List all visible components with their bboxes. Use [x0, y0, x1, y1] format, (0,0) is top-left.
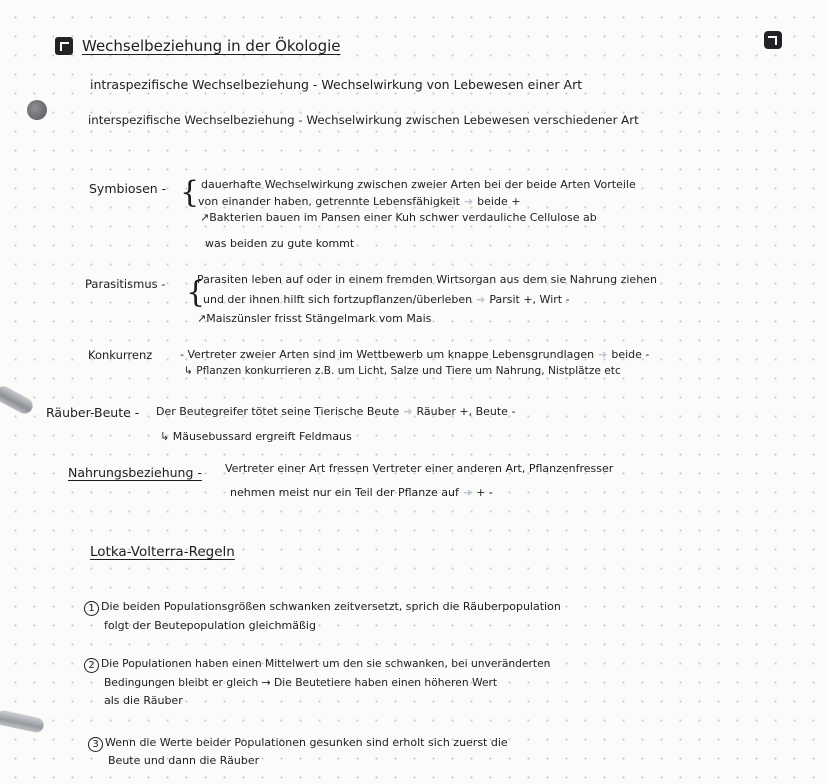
competition-line-text: - Vertreter zweier Arten sind im Wettbewerb um knappe Lebensgrundlagen [180, 348, 595, 361]
symbiosis-term: Symbiosen - [89, 181, 167, 196]
rule-2 [84, 658, 550, 673]
corner-arrow-icon [55, 37, 73, 55]
page-title: Wechselbeziehung in der Ökologie [82, 37, 341, 55]
symbiosis-example-cont: was beiden zu gute kommt [205, 237, 355, 250]
arrow-icon: ➜ [476, 293, 486, 306]
rule-1 [84, 601, 561, 616]
interspecific-definition: interspezifische Wechselbeziehung - Wechselwirkung zwischen Lebewesen verschiedener Art [88, 113, 639, 127]
symbiosis-line: dauerhafte Wechselwirkung zwischen zweier Arten bei der beide Arten Vorteile [201, 178, 636, 191]
parasitism-line-text: und der ihnen hilft sich fortzupflanzen/überleben [203, 293, 473, 306]
arrow-icon: ➜ [462, 486, 473, 499]
binder-hole-top [27, 100, 47, 120]
food-relation-line: Vertreter einer Art fressen Vertreter einer anderen Art, Pflanzenfresser [225, 462, 614, 475]
rule-3 [88, 737, 508, 752]
symbiosis-example: ↗Bakterien bauen im Pansen einer Kuh schwer verdauliche Cellulose ab [200, 211, 597, 224]
symbiosis-line-text: von einander haben, getrennte Lebensfähigkeit [198, 195, 460, 208]
binder-ring-middle [0, 384, 35, 417]
predator-prey-term: Räuber-Beute - [46, 405, 140, 420]
competition-result: beide - [611, 348, 650, 361]
food-relation-line [230, 487, 493, 499]
rule-text: Die Populationen haben einen Mittelwert um den sie schwanken, bei unveränderten [101, 657, 551, 670]
parasitism-term: Parasitismus - [85, 277, 166, 291]
competition-example: ↳ Pflanzen konkurrieren z.B. um Licht, Salze und Tiere um Nahrung, Nistplätze etc [184, 365, 621, 377]
parasitism-line [203, 294, 570, 306]
rule-number: 3 [88, 737, 103, 752]
arrow-icon: ➜ [403, 405, 413, 418]
parasitism-result: Parsit +, Wirt - [489, 293, 570, 306]
arrow-icon: ➜ [598, 348, 608, 361]
predator-prey-line-text: Der Beutegreifer tötet seine Tierische Beute [156, 405, 400, 418]
predator-prey-line [156, 406, 515, 418]
parasitism-line: Parasiten leben auf oder in einem fremden Wirtsorgan aus dem sie Nahrung ziehen [197, 273, 657, 286]
food-relation-line-text: nehmen meist nur ein Teil der Pflanze auf [230, 486, 459, 499]
symbiosis-result: beide + [477, 195, 521, 208]
lotka-volterra-heading: Lotka-Volterra-Regeln [90, 544, 235, 560]
rule-3-cont: Beute und dann die Räuber [108, 754, 260, 767]
predator-prey-example: ↳ Mäusebussard ergreift Feldmaus [160, 430, 352, 443]
food-relation-result: + - [476, 486, 493, 499]
competition-term: Konkurrenz [88, 348, 153, 362]
food-relation-term: Nahrungsbeziehung - [68, 465, 202, 480]
rule-2-cont: als die Räuber [104, 694, 183, 707]
parasitism-example: ↗Maiszünsler frisst Stängelmark vom Mais [197, 312, 432, 325]
corner-arrow-icon [764, 31, 782, 49]
rule-number: 2 [84, 658, 99, 673]
competition-line [180, 349, 649, 361]
brace: { [180, 175, 200, 210]
rule-text: Wenn die Werte beider Populationen gesunken sind erholt sich zuerst die [105, 736, 508, 749]
intraspecific-definition: intraspezifische Wechselbeziehung - Wechselwirkung von Lebewesen einer Art [90, 77, 583, 92]
rule-number: 1 [84, 601, 99, 616]
rule-2-cont: Bedingungen bleibt er gleich → Die Beutetiere haben einen höheren Wert [104, 676, 498, 689]
arrow-icon: ➜ [463, 195, 474, 208]
brace: { [186, 275, 206, 310]
binder-ring-bottom [0, 709, 45, 734]
rule-1-cont: folgt der Beutepopulation gleichmäßig [104, 619, 316, 632]
predator-prey-result: Räuber +, Beute - [416, 405, 516, 418]
symbiosis-line [198, 196, 520, 208]
rule-text: Die beiden Populationsgrößen schwanken zeitversetzt, sprich die Räuberpopulation [101, 600, 561, 613]
